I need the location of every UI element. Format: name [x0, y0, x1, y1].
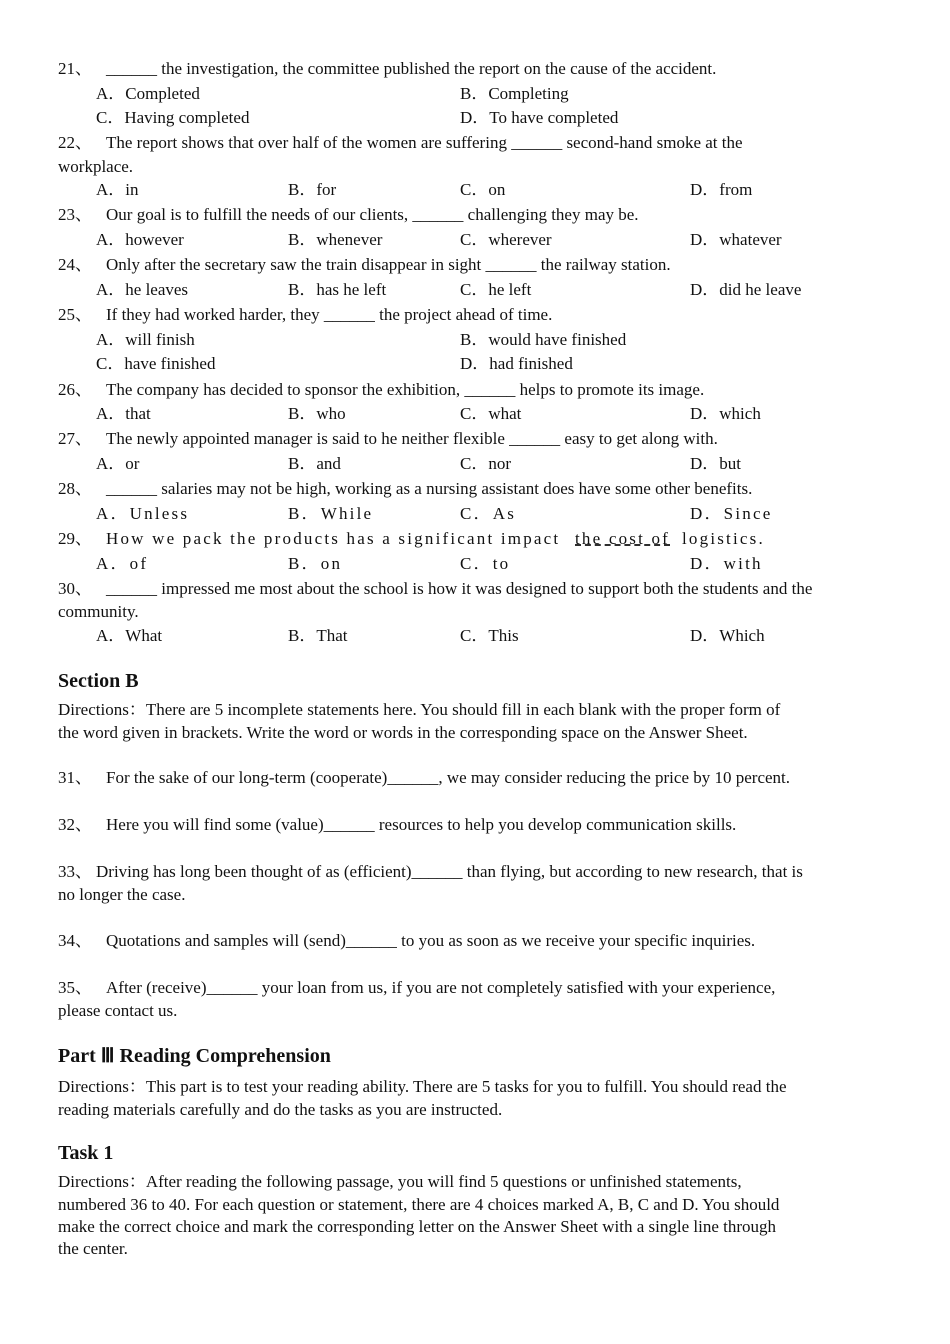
answer-option: B．who [288, 404, 346, 423]
answer-option: B．Completing [460, 84, 569, 103]
question-text: If they had worked harder, they ______ the project ahead of time. [106, 305, 553, 324]
question-text: Driving has long been thought of as (efficient)______ than flying, but according to new research, that is [96, 862, 803, 881]
answer-option: A．however [96, 230, 184, 249]
answer-option: A．What [96, 626, 163, 645]
question-text: For the sake of our long-term (cooperate)______, we may consider reducing the price by 10 percent. [106, 768, 791, 787]
directions-text: the center. [58, 1239, 128, 1258]
answer-option: B．would have finished [460, 330, 627, 349]
answer-option: A．Unless [96, 504, 190, 523]
answer-option: B．That [288, 626, 348, 645]
answer-option: C．This [460, 626, 519, 645]
question-text-continued: community. [58, 602, 139, 621]
answer-option: B．While [288, 504, 374, 523]
answer-option: D．Since [690, 504, 773, 523]
question-number: 33、 [58, 862, 92, 881]
answer-option: A．or [96, 454, 140, 473]
question-number: 26、 [58, 380, 92, 399]
answer-option: A．that [96, 404, 151, 423]
question-text: The newly appointed manager is said to he neither flexible ______ easy to get along with. [106, 429, 718, 448]
question-text: Only after the secretary saw the train disappear in sight ______ the railway station. [106, 255, 671, 274]
question-number: 25、 [58, 305, 92, 324]
answer-option: D．whatever [690, 230, 782, 249]
question-number: 32、 [58, 815, 92, 834]
question-text: please contact us. [58, 1001, 178, 1020]
answer-option: C．have finished [96, 354, 216, 373]
question-number: 34、 [58, 931, 92, 950]
question-number: 21、 [58, 59, 92, 78]
directions-text: Directions：There are 5 incomplete statements here. You should fill in each blank with the proper form of [58, 700, 781, 719]
question-text: After (receive)______ your loan from us, if you are not completely satisfied with your experience, [106, 978, 776, 997]
section-heading: Section B [58, 670, 139, 692]
answer-option: D．with [690, 554, 763, 573]
answer-option: A．in [96, 180, 139, 199]
question-text: Quotations and samples will (send)______ to you as soon as we receive your specific inquiries. [106, 931, 756, 950]
answer-option: C．wherever [460, 230, 552, 249]
question-text: no longer the case. [58, 885, 186, 904]
directions-text: the word given in brackets. Write the word or words in the corresponding space on the Answer Sheet. [58, 723, 748, 742]
answer-option: C．he left [460, 280, 532, 299]
part-heading: Part Ⅲ Reading Comprehension [58, 1045, 331, 1067]
directions-text: make the correct choice and mark the corresponding letter on the Answer Sheet with a single line through [58, 1217, 777, 1236]
question-text: Our goal is to fulfill the needs of our clients, ______ challenging they may be. [106, 205, 639, 224]
answer-option: C．nor [460, 454, 511, 473]
answer-option: B．whenever [288, 230, 383, 249]
answer-option: C．Having completed [96, 108, 250, 127]
answer-option: B．on [288, 554, 343, 573]
question-number: 30、 [58, 579, 92, 598]
question-text: How we pack the products has a significant impact [106, 529, 561, 548]
directions-text: Directions：After reading the following passage, you will find 5 questions or unfinished statements, [58, 1172, 742, 1191]
question-number: 35、 [58, 978, 92, 997]
answer-option: A．of [96, 554, 149, 573]
answer-option: D．To have completed [460, 108, 619, 127]
question-number: 27、 [58, 429, 92, 448]
question-number: 29、 [58, 529, 92, 548]
answer-option: D．from [690, 180, 753, 199]
question-number: 28、 [58, 479, 92, 498]
answer-option: C．As [460, 504, 517, 523]
answer-option: C．to [460, 554, 511, 573]
question-number: 31、 [58, 768, 92, 787]
answer-option: A．Completed [96, 84, 200, 103]
answer-option: C．on [460, 180, 506, 199]
answer-option: C．what [460, 404, 522, 423]
directions-text: numbered 36 to 40. For each question or statement, there are 4 choices marked A, B, C and D. You should [58, 1195, 780, 1214]
directions-text: Directions：This part is to test your reading ability. There are 5 tasks for you to fulfill. You should read the [58, 1077, 787, 1096]
answer-option: D．did he leave [690, 280, 802, 299]
answer-option: B．has he left [288, 280, 387, 299]
question-text: ______ the investigation, the committee published the report on the cause of the accident. [106, 59, 717, 78]
question-text: Here you will find some (value)______ resources to help you develop communication skills. [106, 815, 737, 834]
question-text: ______ salaries may not be high, working as a nursing assistant does have some other benefits. [106, 479, 753, 498]
question-text: The company has decided to sponsor the exhibition, ______ helps to promote its image. [106, 380, 705, 399]
question-number: 22、 [58, 133, 92, 152]
answer-option: B．for [288, 180, 337, 199]
question-text-continued: workplace. [58, 157, 134, 176]
answer-option: D．had finished [460, 354, 573, 373]
answer-option: A．he leaves [96, 280, 189, 299]
answer-option: A．will finish [96, 330, 195, 349]
answer-option: D．Which [690, 626, 765, 645]
question-number: 24、 [58, 255, 92, 274]
answer-option: D．which [690, 404, 761, 423]
question-number: 23、 [58, 205, 92, 224]
question-text: ______ impressed me most about the school is how it was designed to support both the students and the [106, 579, 813, 598]
question-overlay-text: the cost of [575, 529, 671, 548]
answer-option: B．and [288, 454, 341, 473]
task-heading: Task 1 [58, 1142, 114, 1164]
directions-text: reading materials carefully and do the tasks as you are instructed. [58, 1100, 503, 1119]
answer-option: D．but [690, 454, 741, 473]
question-text-tail: logistics. [682, 529, 765, 548]
question-text: The report shows that over half of the women are suffering ______ second-hand smoke at the [106, 133, 743, 152]
